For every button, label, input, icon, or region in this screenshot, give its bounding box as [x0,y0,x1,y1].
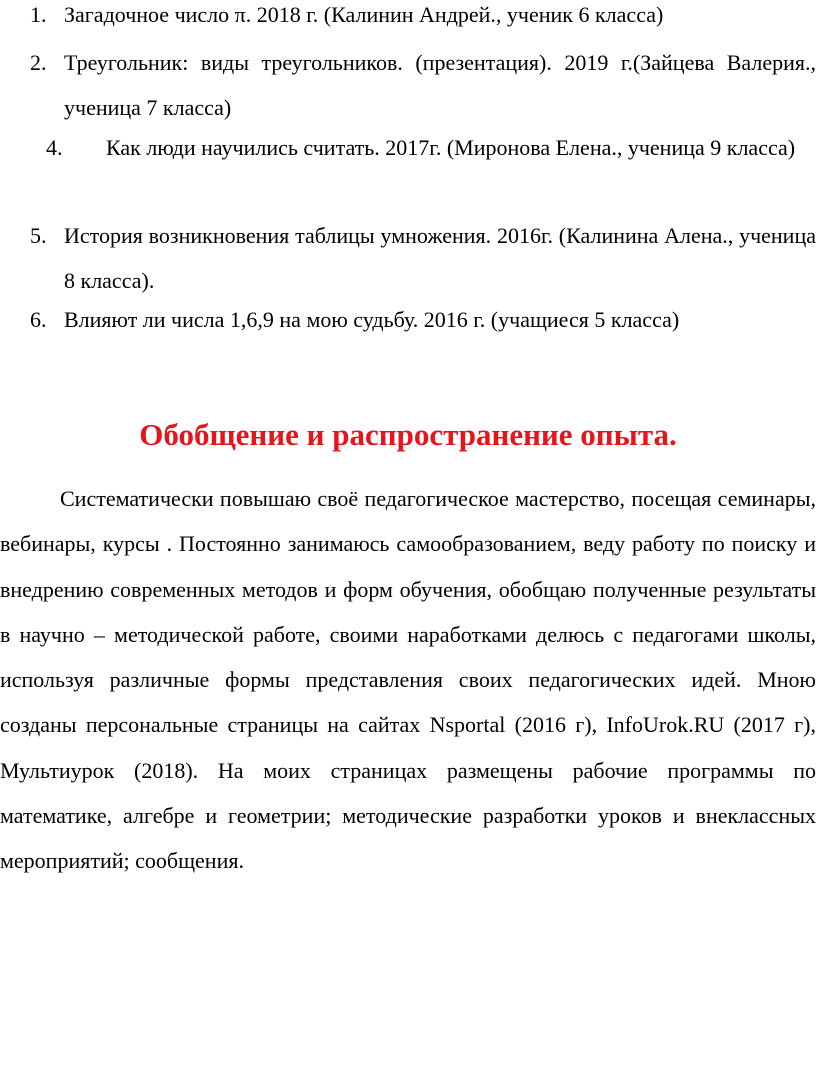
list-item [30,40,816,130]
list-item-number: 5. [30,223,47,248]
list-item-text: Треугольник: виды треугольников. (презентация). 2019 г.(Зайцева Валерия., ученица 7 класса) [64,50,816,120]
list-item [30,0,816,33]
list-item-number: 2. [30,50,47,75]
list-item [30,127,816,169]
list-item [30,302,816,338]
list-item-text: Как люди научились считать. 2017г. (Миронова Елена., ученица 9 класса) [106,135,796,160]
section-heading: Обобщение и распространение опыта. [139,417,677,452]
list-item [30,213,816,303]
list-item-number: 1. [30,2,47,27]
list-item-text: История возникновения таблицы умножения. 2016г. (Калинина Алена., ученица 8 класса). [64,223,816,293]
list-item-number: 6. [30,307,47,332]
list-item-text: Загадочное число π. 2018 г. (Калинин Андрей., ученик 6 класса) [64,2,664,27]
list-item-number: 4. [46,135,63,160]
list-item-text: Влияют ли числа 1,6,9 на мою судьбу. 2016 г. (учащиеся 5 класса) [64,307,680,332]
body-paragraph: Систематически повышаю своё педагогическое мастерство, посещая семинары, вебинары, курсы . Постоянно занимаюсь самообразованием, веду работу по поиску и внедрению современных методов и форм обучения, обобщаю полученные результаты в научно – методической работе, своими наработками делюсь с педагогами школы, используя различные формы представления своих педагогических идей. Мною созданы персональные страницы на сайтах Nsportal (2016 г), InfoUrok.RU (2017 г), Мультиурок (2018). На моих страницах размещены рабочие программы по математике, алгебре и геометрии; методические разработки уроков и внеклассных мероприятий; сообщения. [0,486,816,874]
